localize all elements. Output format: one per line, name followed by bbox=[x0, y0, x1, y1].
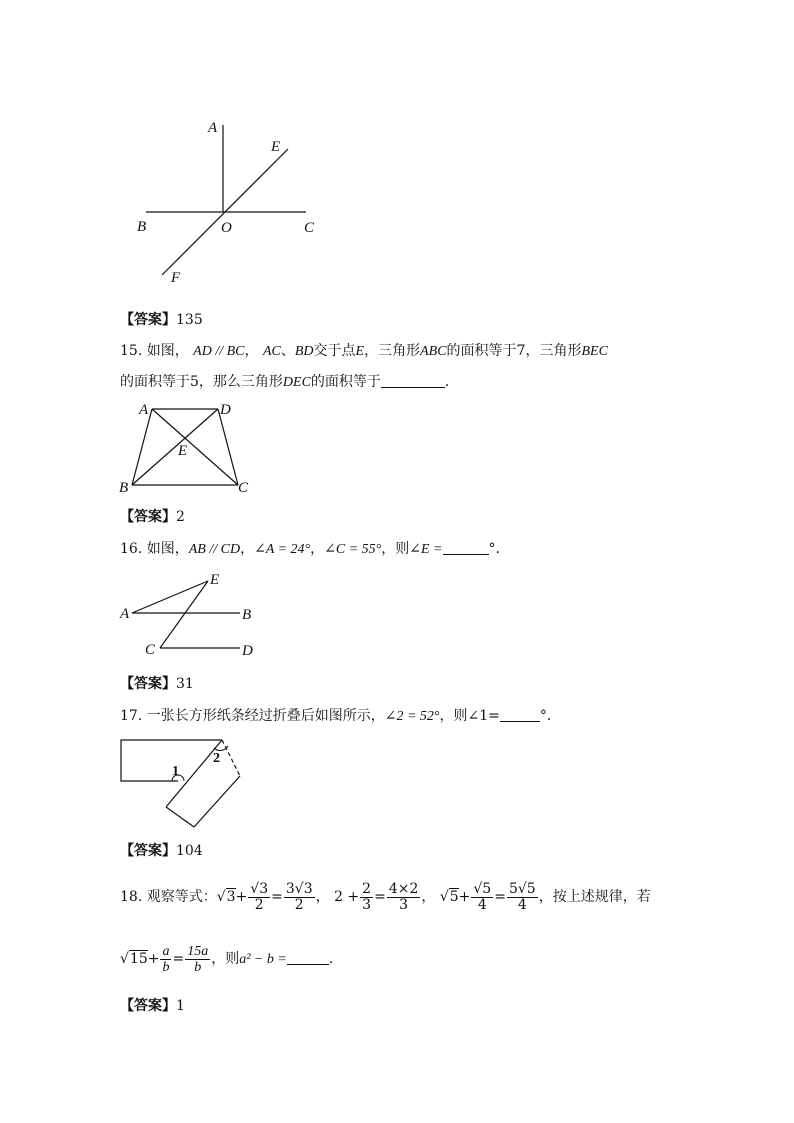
question-18-line1: 18. 观察等式：√3+ $\frac{√3}{2}$ = $\frac{3√3}{2}$ ， 2 + $\frac{2}{3}$ = $\frac{4\times 2}{3}$ ， √5+ $\frac{√5}{4}$ = $\frac{5√5}{4}$ ，按上述规律，若 bbox=[120, 880, 651, 913]
answer-16: 【答案】31 bbox=[120, 676, 194, 692]
answer-15: 【答案】2 bbox=[120, 509, 185, 525]
answer-18: 【答案】1 bbox=[120, 998, 185, 1014]
label-c: C bbox=[304, 220, 315, 236]
label-a: A bbox=[208, 120, 218, 136]
answer-17: 【答案】104 bbox=[120, 843, 203, 859]
label-c: C bbox=[145, 642, 156, 658]
answer-blank[interactable] bbox=[287, 950, 329, 965]
label-2: 2 bbox=[213, 751, 220, 766]
label-e: E bbox=[271, 139, 281, 155]
answer-blank[interactable] bbox=[500, 707, 540, 722]
answer-tag: 【答案】 bbox=[120, 312, 176, 328]
answer-value: 135 bbox=[176, 312, 203, 328]
label-d: D bbox=[220, 402, 231, 418]
question-18-line2: √15+ $\frac{a}{b}$ = $\frac{15a}{b}$ ，则a² − b = ． bbox=[120, 943, 343, 975]
figure-folded-strip bbox=[110, 732, 260, 832]
label-e: E bbox=[178, 443, 188, 459]
label-c: C bbox=[238, 480, 249, 496]
answer-14 bbox=[120, 310, 203, 330]
figure-angles-abc bbox=[120, 110, 340, 290]
question-17: 17. 一张长方形纸条经过折叠后如图所示，∠2 = 52°，则∠1= °． bbox=[120, 708, 561, 724]
label-1: 1 bbox=[172, 764, 179, 779]
label-f: F bbox=[171, 270, 181, 286]
label-b: B bbox=[242, 607, 252, 623]
question-16: 16. 如图，AB // CD，∠A = 24°，∠C = 55°，则∠E = °． bbox=[120, 541, 510, 557]
label-o: O bbox=[221, 220, 232, 236]
figure-parallel-lines bbox=[110, 568, 270, 660]
label-b: B bbox=[137, 219, 147, 235]
label-a: A bbox=[139, 402, 149, 418]
question-15-line2: 的面积等于5，那么三角形DEC的面积等于 ． bbox=[120, 374, 459, 390]
label-a: A bbox=[120, 606, 130, 622]
question-15-line1: 15. 如图， AD // BC， AC、BD交于点E，三角形ABC的面积等于7，三角形BEC bbox=[120, 343, 608, 359]
label-e: E bbox=[210, 572, 220, 588]
answer-blank[interactable] bbox=[443, 540, 489, 555]
answer-blank[interactable] bbox=[381, 373, 445, 388]
label-d: D bbox=[242, 643, 253, 659]
figure-trapezoid bbox=[110, 398, 270, 500]
label-b: B bbox=[119, 480, 129, 496]
